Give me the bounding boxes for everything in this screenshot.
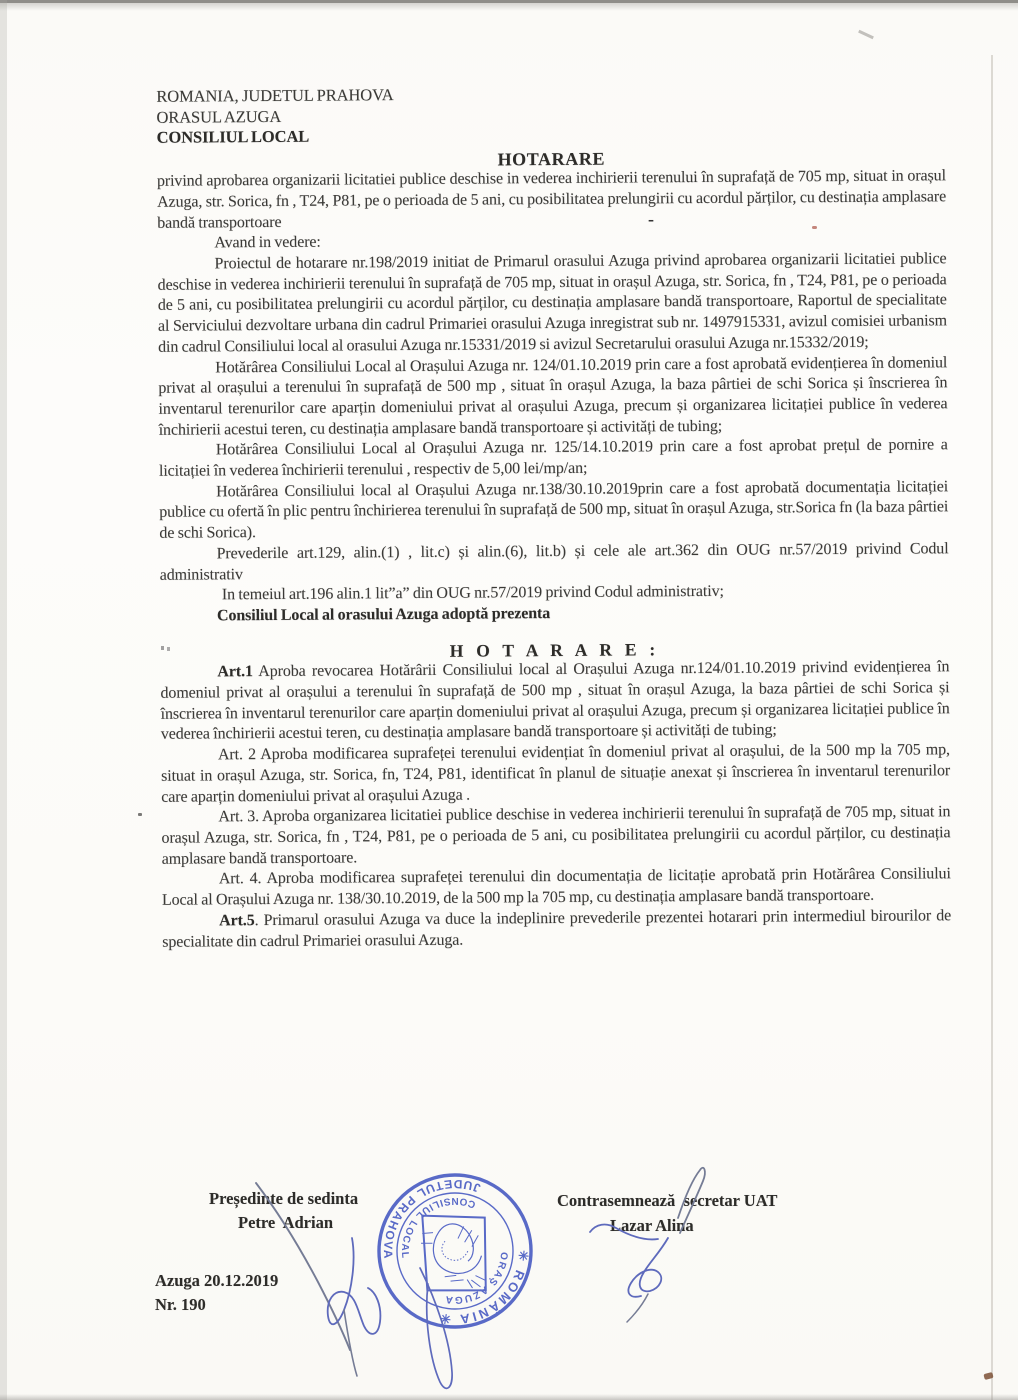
considering-paragraph: Hotărârea Consiliului Local al Orașului Azuga nr. 125/14.10.2019 prin care a fost aprobat prețul de pornire a licitației în vederea închirierii terenului , respectiv de 5,00 lei/mp/an; — [158, 436, 948, 480]
document-title: HOTARARE — [497, 148, 606, 169]
scan-edge-top-fade — [0, 3, 1018, 11]
paper-edge-right — [991, 55, 993, 1400]
considering-paragraph: Prevederile art.129, alin.(1) , lit.c) și alin.(6), lit.b) și cele ale art.362 din OUG nr.57/2019 privind Codul administrativ — [159, 540, 949, 584]
council-round-stamp — [365, 1161, 545, 1341]
article-4-text: Aproba modificarea suprafeței terenului din documentația de licitație aprobată prin Hotărârea Consiliului Local al Orașului Azuga nr. 138/30.10.2019, de la 500 mp la 705 mp, cu destinația amplasare bandă transportoare. — [161, 865, 951, 909]
stamp-text-consiliul: CONSILIUL LOCAL — [398, 1194, 478, 1261]
scan-artifact-red-speck — [812, 226, 817, 229]
considering-paragraph: Proiectul de hotarare nr.198/2019 initiat de Primarul orasului Azuga privind aprobarea organizarii licitatiei publice deschise in vederea inchirierii terenului în suprafață de 705 mp, situat in orașul Azuga, str. Sorica, fn , T24, P81, pe o perioada de 5 ani, cu posibilitatea prelungirii cu acordul părților, cu destinația amplasare bandă transportoare, Raportul de specialitate al Serviciului dezvoltare urbana din cadrul Primariei orasului Azuga inregistrat sub nr. 1497915331, avizul comisiei urbanism din cadrul Consiliului local al orasului Azuga nr.15331/2019 si avizul Secretarului orasului Azuga nr.15332/2019; — [157, 250, 947, 356]
decision-heading: H O T A R A R E : — [449, 638, 660, 661]
article-5-text: . Primarul orasului Azuga va duce la indeplinire prevederile prezentei hotarari prin intermediul birourilor de specialitate din cadrul Primariei orasului Azuga. — [162, 907, 952, 951]
considering-paragraph: Hotărârea Consiliului local al Orașului Azuga nr.138/30.10.2019prin care a fost aprobată documentația licitației publice cu ofertă în plic pentru închirierea terenului în suprafață de 500 mp, situat în orașul Azuga, str.Sorica fn (la baza pârtiei de schi Sorica). — [159, 477, 949, 542]
article-1 — [160, 658, 950, 746]
signature-right-title: Contrasemnează secretar UAT — [557, 1191, 778, 1210]
article-2-text: Aproba modificarea suprafeței terenului evidențiat în domeniul privat al orașului, de la 500 mp la 705 mp, situat in orașul Azuga, str. Sorica, fn, T24, P81, identificat în planul de situație anexat și înscrierea în inventarul terenurilor care aparțin domeniului privat al orașului Azuga . — [161, 741, 951, 806]
article-4-label: Art. 4. — [218, 870, 262, 888]
subject-end-dash: - — [648, 209, 654, 229]
considering-label: Avand in vedere: — [214, 233, 321, 252]
subject-paragraph: privind aprobarea organizarii licitatiei publice deschise in vederea inchirierii terenului în suprafață de 705 mp, situat in orașul Azuga, str. Sorica, fn , T24, P81, pe o perioada de 5 ani, cu posibilitatea prelungirii cu acordul părților, cu destinația amplasare bandă transportoare — [156, 167, 947, 232]
article-3-label: Art. 3. — [218, 808, 260, 826]
article-1-text: Aproba revocarea Hotărârii Consiliului local al Orașului Azuga nr.124/01.10.2019 privind evidențierea în domeniul privat al orașului a terenului în suprafață de 500 mp , situat în orașul Azuga, la baza pârtiei de schi Sorica și înscrierea în inventarul terenurilor care aparțin domeniului privat al orașului Azuga, precum și organizarea licitației publice în vederea închirierii acestui teren, cu destinația amplasare bandă transportoare și activități de tubing; — [160, 658, 950, 744]
scan-artifact-quote-mark — [161, 646, 164, 650]
scan-edge-bottom — [0, 1394, 1018, 1400]
considering-paragraph: Hotărârea Consiliului Local al Orașului Azuga nr. 124/01.10.2019 prin care a fost aprobată evidențierea în domeniul privat al orașului a terenului în suprafață de 500 mp , situat în orașul Azuga, la baza pârtiei de schi Sorica și înscrierea în inventarul terenurilor care aparțin domeniului privat al orașului Azuga, precum și organizarea licitației publice în vederea închirierii acestui teren, cu destinația amplasare bandă transportoare și activități de tubing; — [158, 353, 948, 439]
article-3 — [161, 803, 950, 871]
adoption-line: Consiliul Local al orasului Azuga adoptă prezenta — [216, 604, 551, 625]
article-1-label: Art.1 — [217, 663, 253, 681]
header-council-line: CONSILIUL LOCAL — [156, 126, 310, 147]
article-5 — [162, 906, 951, 953]
article-2 — [161, 740, 950, 808]
header-country-line: ROMANIA, JUDETUL PRAHOVA — [156, 85, 394, 106]
article-3-text: Aproba organizarea licitatiei publice deschise in vederea inchirierii terenului în suprafață de 705 mp, situat in orașul Azuga, str. Sorica, fn , T24, P81, pe o perioada de 5 ani, cu posibilitatea prelungirii cu acordul părților, cu destinația amplasare bandă transportoare. — [161, 803, 951, 868]
signature-left-name: Petre Adrian — [238, 1213, 334, 1232]
footer-place-date: Azuga 20.12.2019 — [155, 1271, 279, 1290]
stamp-text-oras: ORAȘ AZUGA — [443, 1251, 510, 1306]
document-header — [156, 81, 945, 148]
scan-edge-left — [0, 0, 7, 1400]
signature-left-title: Președinte de sedinta — [209, 1189, 359, 1208]
stamp-text-judet: JUDETUL PRAHOVA — [380, 1176, 483, 1261]
document-body — [156, 0, 952, 953]
footer-decision-number: Nr. 190 — [155, 1295, 206, 1314]
article-4 — [162, 865, 951, 912]
article-5-label: Art.5 — [219, 911, 255, 930]
header-town-line: ORASUL AZUGA — [156, 106, 282, 127]
scan-artifact-dot — [138, 813, 142, 816]
stamp-text-romania: ✳ ROMÂNIA ✳ — [436, 1249, 532, 1328]
legal-basis-paragraph: In temeiul art.196 alin.1 lit”a” din OUG nr.57/2019 privind Codul administrativ; — [221, 583, 724, 604]
signature-right-name: Lazar Alina — [610, 1216, 694, 1235]
article-2-label: Art. 2 — [217, 746, 257, 764]
